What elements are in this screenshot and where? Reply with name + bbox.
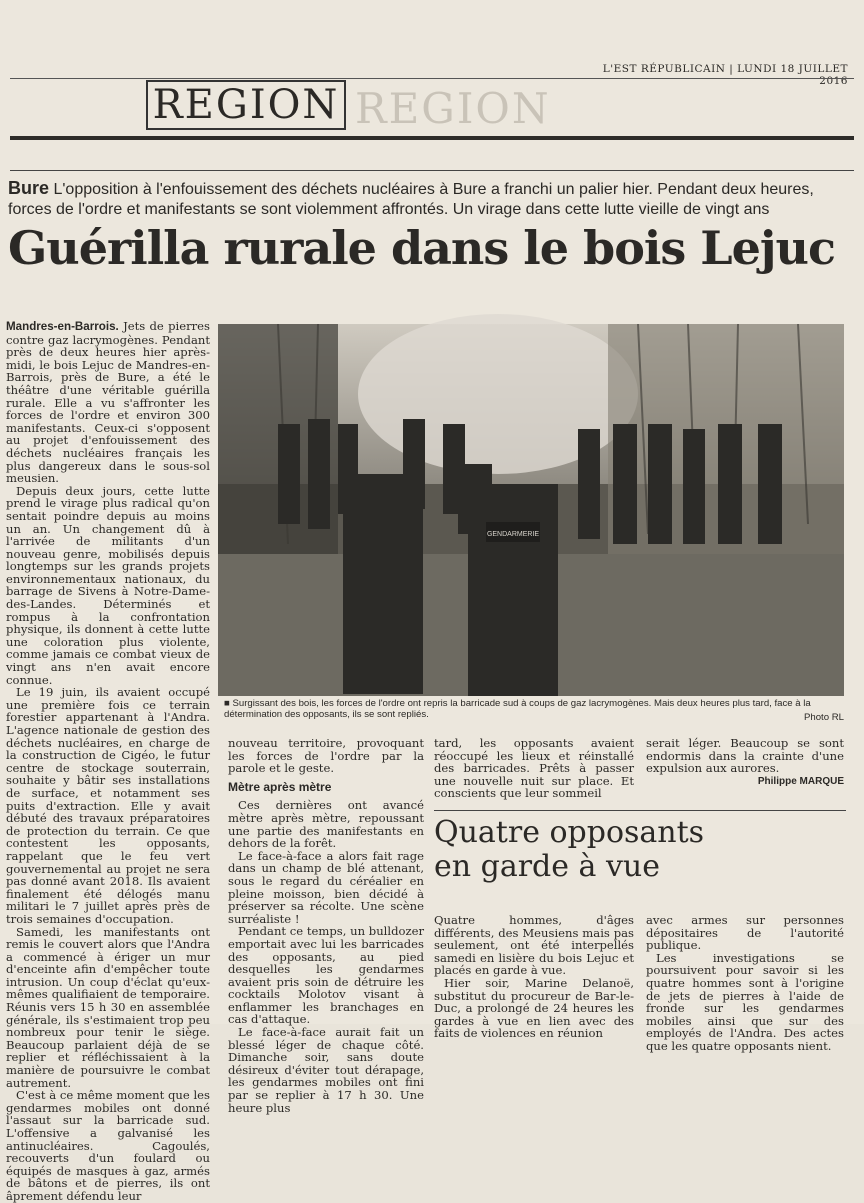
article-column-4 xyxy=(646,737,844,775)
paragraph: Quatre hommes, d'âges différents, des Meusiens mais pas seulement, ont été interpellés samedi en lisière du bois Lejuc et placés en garde à vue. xyxy=(434,913,634,978)
story2-column-1 xyxy=(434,914,634,1040)
section-label: REGION xyxy=(146,80,346,130)
show-through-text: REGION xyxy=(355,84,551,133)
paragraph: Mandres-en-Barrois. Jets de pierres contre gaz lacrymogènes. Pendant près de deux heures hier après-midi, le bois Lejuc de Mandres-en-Barrois, près de Bure, a été le théâtre d'une véritable guérilla rurale. Elle a vu s'affronter les forces de l'ordre et environ 300 manifestants. Ceux-ci s'opposent au projet d'enfouissement des déchets nucléaires français les plus dangereux dans le sous-sol meusien. xyxy=(6,319,210,486)
article-column-2 xyxy=(228,737,424,1114)
paragraph: Les investigations se poursuivent pour savoir si les quatre hommes sont à l'origine de jets de pierres à l'aide de fronde sur les gendarmes mobiles ainsi que sur des employés de l'Andra. Des actes que les quatre opposants nient. xyxy=(646,950,844,1053)
paragraph: Le face-à-face aurait fait un blessé léger de chaque côté. Dimanche soir, sans doute désireux d'éviter tout dérapage, les gendarmes mobiles ont fini par se replier à 17 h 30. Une heure plus xyxy=(228,1025,424,1115)
masthead: L'EST RÉPUBLICAIN | LUNDI 18 JUILLET 2016 xyxy=(602,63,848,87)
photo-image xyxy=(218,324,844,696)
paragraph: avec armes sur personnes dépositaires de l'autorité publique. xyxy=(646,913,844,953)
paragraph: Hier soir, Marine Delanoë, substitut du procureur de Bar-le-Duc, a prolongé de 24 heures les gardes à vue en lien avec des faits de violences en réunion xyxy=(434,975,634,1041)
headline: Guérilla rurale dans le bois Lejuc xyxy=(8,221,835,275)
kicker-text: L'opposition à l'enfouissement des déchets nucléaires à Bure a franchi un palier hier. Pendant deux heures, forces de l'ordre et manifestants se sont violemment affrontés. Un virage dans cette lutte vieille de vingt ans xyxy=(8,181,814,218)
vest-label: GENDARMERIE xyxy=(486,531,540,538)
paragraph: tard, les opposants avaient réoccupé les lieux et réinstallé des barricades. Prêts à passer une nouvelle nuit sur place. Et conscients que leur sommeil xyxy=(434,736,634,801)
story2-column-2 xyxy=(646,914,844,1053)
paragraph: Le face-à-face a alors fait rage dans un champ de blé attenant, sous le regard du céréalier en pleine moisson, bien décidé à préserver sa récolte. Une scène surréaliste ! xyxy=(228,848,424,926)
paragraph: Depuis deux jours, cette lutte prend le virage plus radical qu'on sentait poindre depuis au moins un an. Un changement dû à l'arrivée de militants d'un nouveau genre, mobilisés depuis longtemps sur les grands projets environnementaux nationaux, du barrage de Sivens à Notre-Dame-des-Landes. Déterminés et rompus à la confrontation physique, ils donnent à cette lutte une coloration plus violente, comme jamais ce combat vieux de vingt ans n'en avait encore connue. xyxy=(6,483,210,687)
kicker-place: Bure xyxy=(8,178,50,198)
news-photo xyxy=(218,324,844,696)
paragraph: serait léger. Beaucoup se sont endormis dans la crainte d'une expulsion aux aurores. xyxy=(646,736,844,776)
byline: Philippe MARQUE xyxy=(757,776,844,787)
paragraph: Samedi, les manifestants ont remis le couvert alors que l'Andra a commencé à ériger un mur d'enceinte afin d'empêcher toute intrusion. Un coup d'éclat qu'eux-mêmes qualifiaient de temporaire. Réunis vers 15 h 30 en assemblée générale, ils s'estimaient trop peu nombreux pour tenir le siège. Beaucoup parlaient déjà de se replier et réfléchissaient à la manière de poursuivre le combat autrement. xyxy=(6,924,210,1090)
section-rule xyxy=(10,136,854,140)
paragraph: Le 19 juin, ils avaient occupé une première fois ce terrain forestier appartenant à l'Andra. L'agence nationale de gestion des déchets nucléaires, en charge de la construction de Cigéo, le futur centre de stockage souterrain, souhaite y bâtir ses installations de surface, et notamment ses puits d'extraction. Elle y avait débuté des travaux préparatoires de protection du terrain. Ce que contestent les opposants, rappelant que le feu vert gouvernemental au projet ne sera pas donné avant 2018. Ils avaient finalement été délogés manu militari le 7 juillet après près de trois semaines d'occupation. xyxy=(6,685,210,926)
dateline: Mandres-en-Barrois. xyxy=(6,320,119,333)
paragraph: Pendant ce temps, un bulldozer emportait avec lui les barricades des opposants, au pied desquelles les gendarmes avaient pris soin de détruire les cocktails Molotov visant à enflammer les branchages en cas d'attaque. xyxy=(228,924,424,1027)
paragraph: nouveau territoire, provoquant les forces de l'ordre par la parole et le geste. xyxy=(228,736,424,776)
subheading: Mètre après mètre xyxy=(228,779,332,794)
paragraph: Ces dernières ont avancé mètre après mètre, repoussant une partie des manifestants en dehors de la forêt. xyxy=(228,798,424,851)
story2-rule xyxy=(434,810,846,811)
article-column-1 xyxy=(6,320,210,1203)
paragraph: C'est à ce même moment que les gendarmes mobiles ont donné l'assaut sur la barricade sud. L'offensive a galvanisé les antinucléaires. Cagoulés, recouverts d'un foulard ou équipés de masques à gaz, armés de bâtons et de pierres, ils ont âprement défendu leur xyxy=(6,1088,210,1203)
photo-credit: Photo RL xyxy=(803,712,844,723)
article-column-3 xyxy=(434,737,634,800)
kicker-rule xyxy=(10,170,854,171)
story2-headline: Quatre opposants en garde à vue xyxy=(434,815,705,884)
photo-caption: ■ Surgissant des bois, les forces de l'ordre ont repris la barricade sud à coups de gaz lacrymogènes. Mais deux heures plus tard, face à la détermination des opposants, ils se sont repliés. xyxy=(224,698,811,720)
top-rule xyxy=(10,78,854,79)
kicker xyxy=(8,178,848,220)
